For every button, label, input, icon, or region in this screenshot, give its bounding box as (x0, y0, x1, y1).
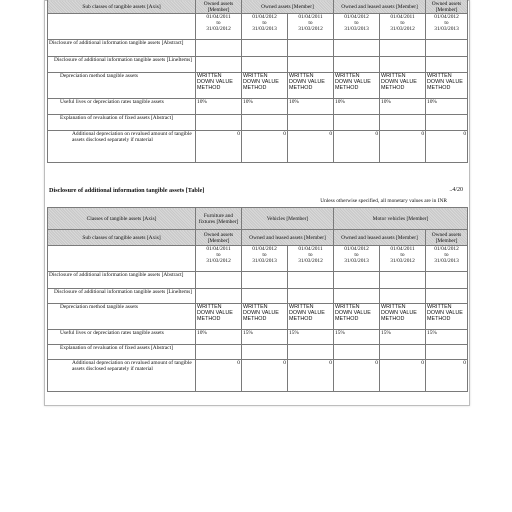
period-cell: 01/04/2012 to 31/03/2013 (334, 246, 380, 272)
row-label-disclosure: Disclosure of additional information tangible assets [Abstract] (48, 40, 196, 57)
rate-cell: 10% (426, 99, 468, 115)
motor-vehicles-header: Motor vehicles [Member] (334, 208, 468, 230)
rate-cell: 10% (196, 330, 242, 345)
row-label-useful-lives: Useful lives or depreciation rates tangible assets (48, 99, 196, 115)
value-cell: 0 (242, 131, 288, 163)
row-label-lineitems: Disclosure of additional information tangible assets [LineItems] (48, 289, 196, 304)
method-cell: WRITTEN DOWN VALUE METHOD (242, 304, 288, 330)
empty-cell (48, 14, 196, 40)
row-label-useful-lives: Useful lives or depreciation rates tangible assets (48, 330, 196, 345)
method-cell: WRITTEN DOWN VALUE METHOD (426, 73, 468, 99)
method-cell: WRITTEN DOWN VALUE METHOD (242, 73, 288, 99)
row-label-depreciation-method: Depreciation method tangible assets (48, 304, 196, 330)
value-cell: 0 (380, 360, 426, 392)
owned-assets-header: Owned assets [Member] (196, 0, 242, 14)
value-cell: 0 (196, 360, 242, 392)
method-cell: WRITTEN DOWN VALUE METHOD (288, 73, 334, 99)
value-cell: 0 (334, 360, 380, 392)
row-label-lineitems: Disclosure of additional information tangible assets [LineItems] (48, 57, 196, 73)
row-label-explanation: Explanation of revaluation of fixed assets [Abstract] (48, 345, 196, 360)
method-cell: WRITTEN DOWN VALUE METHOD (196, 73, 242, 99)
page-number: ..4/20 (449, 187, 463, 193)
vehicles-header: Vehicles [Member] (242, 208, 334, 230)
owned-assets-header: Owned assets [Member] (196, 230, 242, 246)
rate-cell: 10% (288, 99, 334, 115)
rate-cell: 10% (196, 99, 242, 115)
rate-cell: 15% (334, 330, 380, 345)
tangible-assets-table-1 (47, 0, 468, 163)
period-cell: 01/04/2012 to 31/03/2013 (426, 246, 468, 272)
row-label-disclosure: Disclosure of additional information tangible assets [Abstract] (48, 272, 196, 289)
method-cell: WRITTEN DOWN VALUE METHOD (288, 304, 334, 330)
period-cell: 01/04/2012 to 31/03/2013 (242, 14, 288, 40)
row-label-additional-depreciation: Additional depreciation on revalued amount of tangible assets disclosed separately if material (48, 131, 196, 163)
period-cell: 01/04/2011 to 31/03/2012 (380, 246, 426, 272)
sub-classes-axis-header: Sub classes of tangible assets [Axis] (48, 230, 196, 246)
owned-leased-assets-header: Owned and leased assets [Member] (242, 230, 334, 246)
period-cell: 01/04/2011 to 31/03/2012 (288, 246, 334, 272)
owned-leased-assets-header: Owned and leased assets [Member] (334, 0, 426, 14)
sub-classes-axis-header: Sub classes of tangible assets [Axis] (48, 0, 196, 14)
period-cell: 01/04/2011 to 31/03/2012 (288, 14, 334, 40)
method-cell: WRITTEN DOWN VALUE METHOD (196, 304, 242, 330)
value-cell: 0 (426, 131, 468, 163)
monetary-note: Unless otherwise specified, all monetary values are in INR (320, 198, 447, 204)
value-cell: 0 (288, 360, 334, 392)
empty-cell (48, 246, 196, 272)
method-cell: WRITTEN DOWN VALUE METHOD (334, 73, 380, 99)
rate-cell: 15% (242, 330, 288, 345)
owned-assets-header: Owned assets [Member] (426, 230, 468, 246)
period-cell: 01/04/2011 to 31/03/2012 (196, 246, 242, 272)
furniture-header: Furniture and fixtures [Member] (196, 208, 242, 230)
document-page (44, 0, 470, 406)
owned-assets-header: Owned assets [Member] (242, 0, 334, 14)
row-label-depreciation-method: Depreciation method tangible assets (48, 73, 196, 99)
section-title: Disclosure of additional information tangible assets [Table] (49, 187, 205, 194)
owned-leased-assets-header: Owned and leased assets [Member] (334, 230, 426, 246)
value-cell: 0 (196, 131, 242, 163)
rate-cell: 10% (380, 99, 426, 115)
method-cell: WRITTEN DOWN VALUE METHOD (426, 304, 468, 330)
method-cell: WRITTEN DOWN VALUE METHOD (334, 304, 380, 330)
value-cell: 0 (334, 131, 380, 163)
period-cell: 01/04/2012 to 31/03/2013 (242, 246, 288, 272)
period-cell: 01/04/2011 to 31/03/2012 (380, 14, 426, 40)
period-cell: 01/04/2011 to 31/03/2012 (196, 14, 242, 40)
tangible-assets-table-2 (47, 207, 468, 392)
value-cell: 0 (426, 360, 468, 392)
rate-cell: 10% (242, 99, 288, 115)
period-cell: 01/04/2012 to 31/03/2013 (426, 14, 468, 40)
period-cell: 01/04/2012 to 31/03/2013 (334, 14, 380, 40)
value-cell: 0 (242, 360, 288, 392)
rate-cell: 15% (426, 330, 468, 345)
value-cell: 0 (380, 131, 426, 163)
rate-cell: 15% (288, 330, 334, 345)
row-label-explanation: Explanation of revaluation of fixed assets [Abstract] (48, 115, 196, 131)
owned-assets-header: Owned assets [Member] (426, 0, 468, 14)
method-cell: WRITTEN DOWN VALUE METHOD (380, 73, 426, 99)
value-cell: 0 (288, 131, 334, 163)
row-label-additional-depreciation: Additional depreciation on revalued amount of tangible assets disclosed separately if material (48, 360, 196, 392)
method-cell: WRITTEN DOWN VALUE METHOD (380, 304, 426, 330)
rate-cell: 15% (380, 330, 426, 345)
classes-axis-header: Classes of tangible assets [Axis] (48, 208, 196, 230)
rate-cell: 10% (334, 99, 380, 115)
